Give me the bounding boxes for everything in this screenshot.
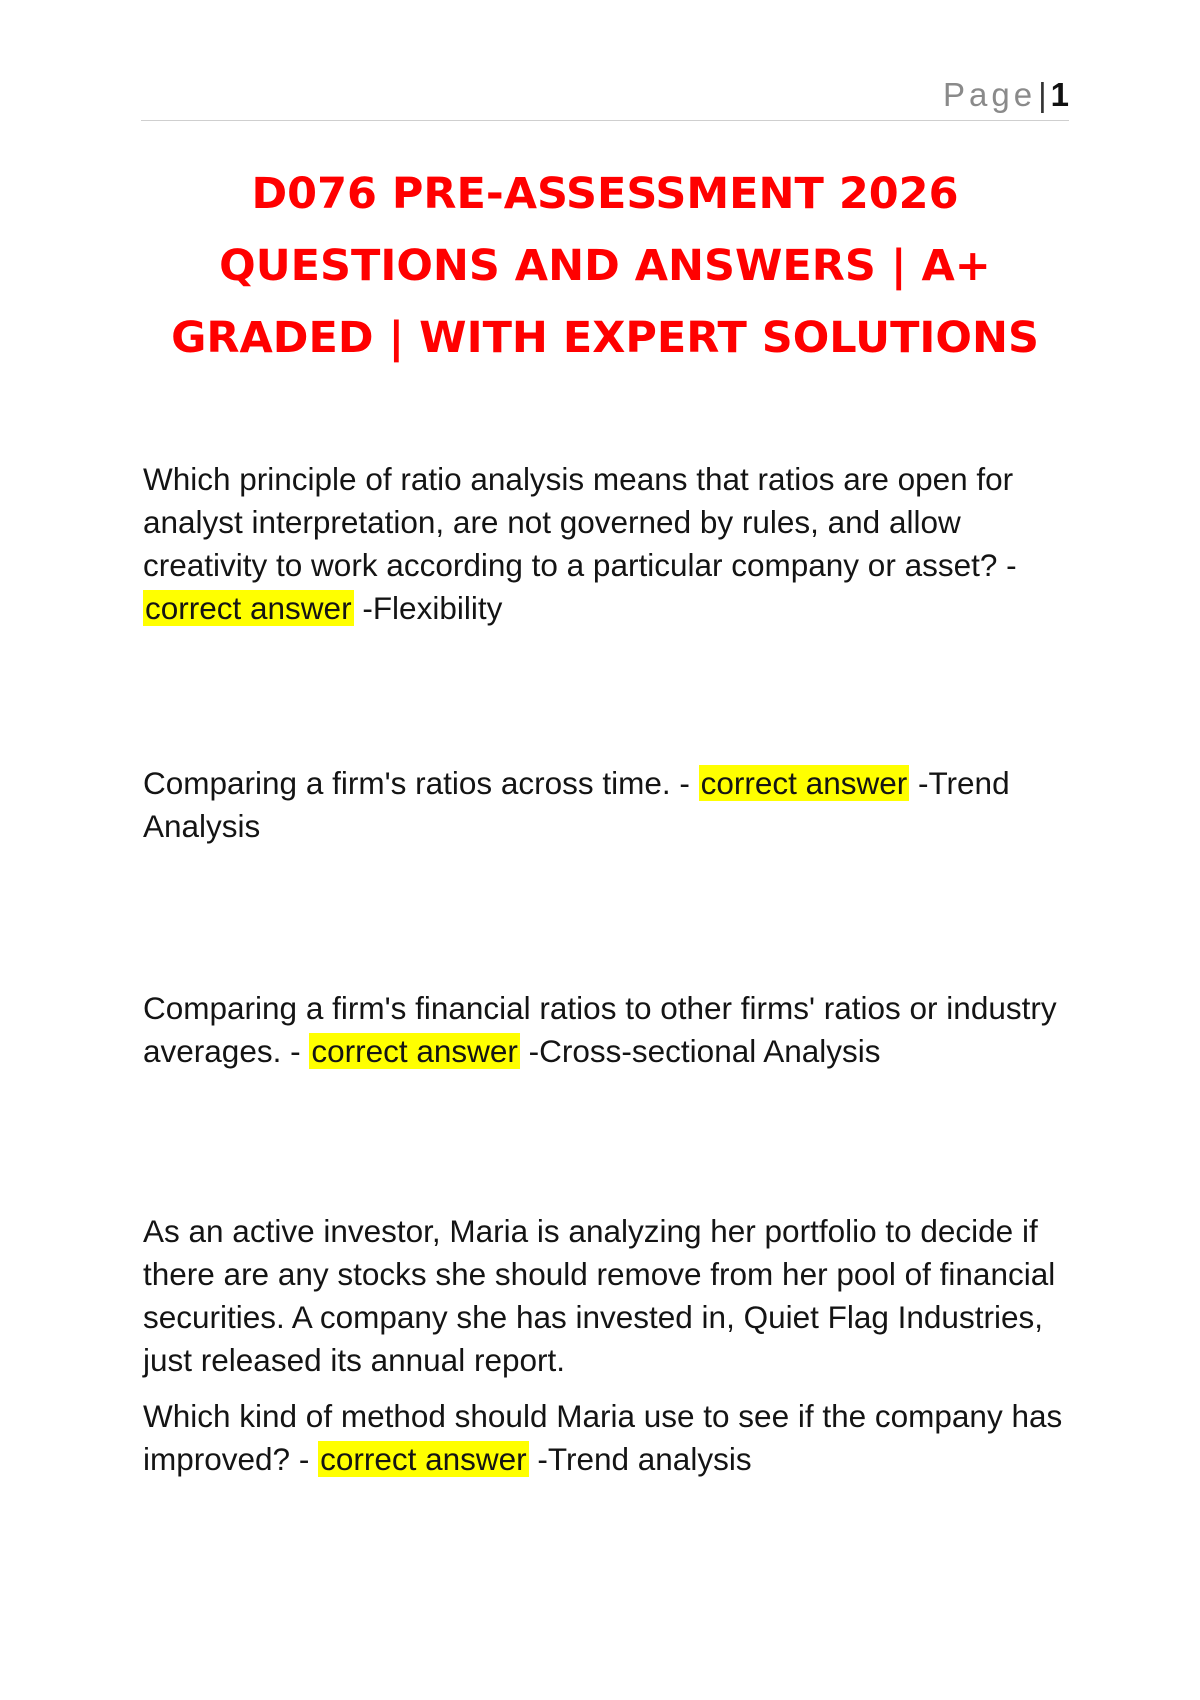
qa-paragraph — [143, 1395, 1083, 1481]
title-line-1: D076 PRE-ASSESSMENT 2026 — [251, 169, 959, 219]
answer-text: -Flexibility — [353, 590, 503, 626]
page-separator: | — [1038, 76, 1047, 113]
answer-text: -Cross-sectional Analysis — [519, 1033, 881, 1069]
qa-paragraph — [143, 987, 1083, 1073]
question-text: Which principle of ratio analysis means that ratios are open for analyst interpretation, are not governed by rules, and allow creativity to work according to a particular company or asset? - — [143, 461, 1017, 583]
question-text: Comparing a firm's financial ratios to other firms' ratios or industry averages. - — [143, 990, 1057, 1069]
qa-paragraph — [143, 762, 1083, 848]
question-text: Which kind of method should Maria use to see if the company has improved? - — [143, 1398, 1063, 1477]
qa-paragraph — [143, 458, 1083, 630]
qa-item-1 — [143, 458, 1083, 630]
correct-answer-marker: correct answer — [145, 590, 352, 626]
qa-item-2 — [143, 762, 1083, 848]
answer-text: -Trend analysis — [528, 1441, 752, 1477]
document-title — [141, 158, 1069, 374]
correct-answer-marker: correct answer — [311, 1033, 518, 1069]
page-number: 1 — [1050, 76, 1069, 113]
title-line-2: QUESTIONS AND ANSWERS | A+ — [219, 241, 991, 291]
page-header — [141, 76, 1069, 121]
qa-paragraph: As an active investor, Maria is analyzing her portfolio to decide if there are any stocks she should remove from her pool of financial securities. A company she has invested in, Quiet Flag Industries, just released its annual report. — [143, 1213, 1056, 1378]
answer-text: -Trend Analysis — [143, 765, 1010, 844]
qa-item-3 — [143, 987, 1083, 1073]
correct-answer-marker: correct answer — [320, 1441, 527, 1477]
page-label: Page — [942, 76, 1037, 113]
correct-answer-marker: correct answer — [700, 765, 908, 801]
question-text: Comparing a firm's ratios across time. - — [143, 765, 699, 801]
qa-item-4 — [143, 1210, 1083, 1481]
title-line-3: GRADED | WITH EXPERT SOLUTIONS — [171, 313, 1039, 363]
